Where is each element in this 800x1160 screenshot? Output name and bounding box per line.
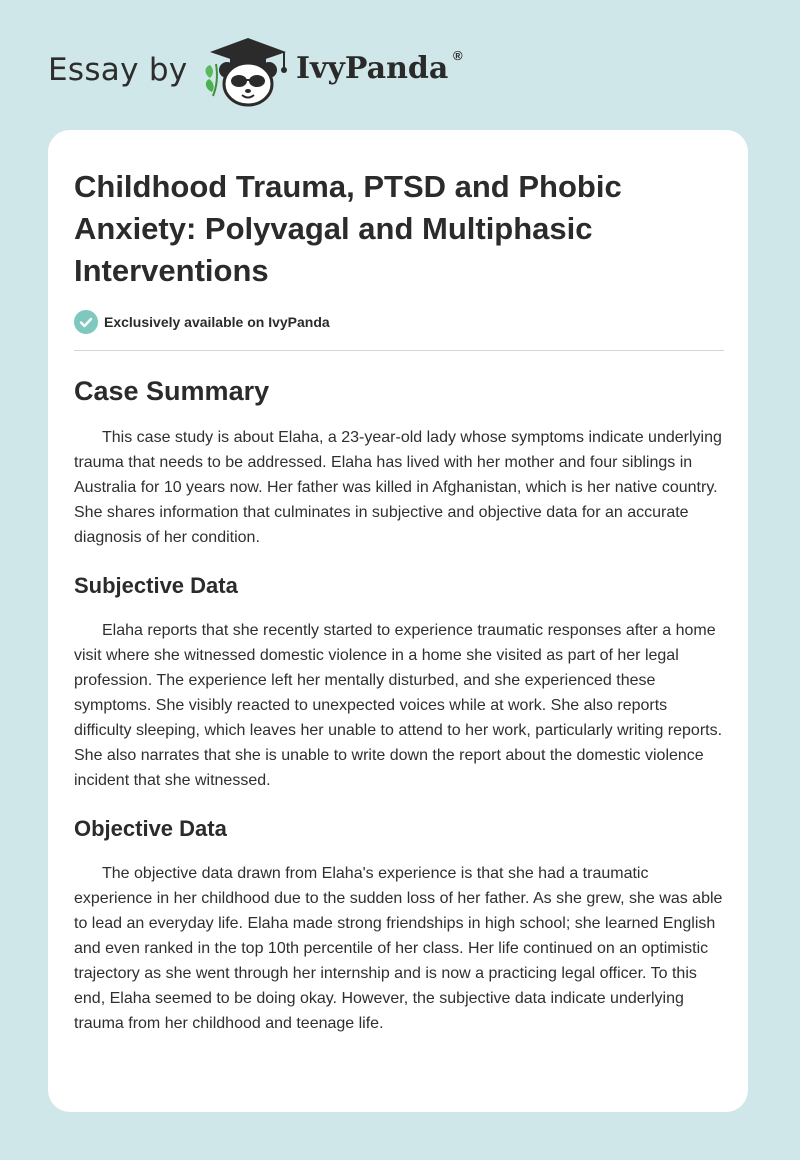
section-paragraph-objective-data: The objective data drawn from Elaha's experience is that she had a traumatic experience in her childhood due to the sudden loss of her father. As she grew, she was able to lead an everyday life. Elaha made strong friendships in high school; she learned English and even ranked in the top 10th percentile of her class. Her life continued on an optimistic trajectory as she went through her internship and is now a practicing legal officer. To this end, Elaha seemed to be doing okay. However, the subjective data indicate underlying trauma from her childhood and teenage life. [74, 865, 723, 1032]
section-heading-case-summary: Case Summary [74, 376, 270, 406]
article-content [74, 166, 724, 1036]
brand-name: IvyPanda [296, 51, 449, 86]
section-heading-subjective-data: Subjective Data [74, 573, 238, 598]
exclusive-badge-text: Exclusively available on IvyPanda [104, 314, 330, 330]
brand-prefix: Essay by [48, 52, 188, 88]
section-paragraph-subjective-data: Elaha reports that she recently started to experience traumatic responses after a home visit where she witnessed domestic violence in a home she visited as part of her legal profession. The experience left her mentally disturbed, and she experienced these symptoms. She visibly reacted to unexpected voices while at work. She also reports difficulty sleeping, which leaves her unable to attend to her work, particularly writing reports. She also narrates that she is unable to write down the report about the domestic violence incident that she witnessed. [74, 622, 723, 789]
section-paragraph-case-summary: This case study is about Elaha, a 23-year-old lady whose symptoms indicate underlying trauma that needs to be addressed. Elaha has lived with her mother and four siblings in Australia for 10 years now. Her father was killed in Afghanistan, which is her native country. She shares information that culminates in subjective and objective data for an accurate diagnosis of her condition. [74, 429, 722, 546]
exclusive-badge [74, 308, 724, 336]
registered-mark: ® [453, 48, 463, 63]
panda-graduate-icon [200, 34, 296, 110]
section-heading-objective-data: Objective Data [74, 816, 227, 841]
check-circle-icon [74, 310, 98, 334]
brand-header[interactable] [48, 34, 478, 114]
article-card [48, 130, 748, 1112]
article-title: Childhood Trauma, PTSD and Phobic Anxiety: Polyvagal and Multiphasic Interventions [74, 169, 622, 288]
title-divider [74, 350, 724, 351]
